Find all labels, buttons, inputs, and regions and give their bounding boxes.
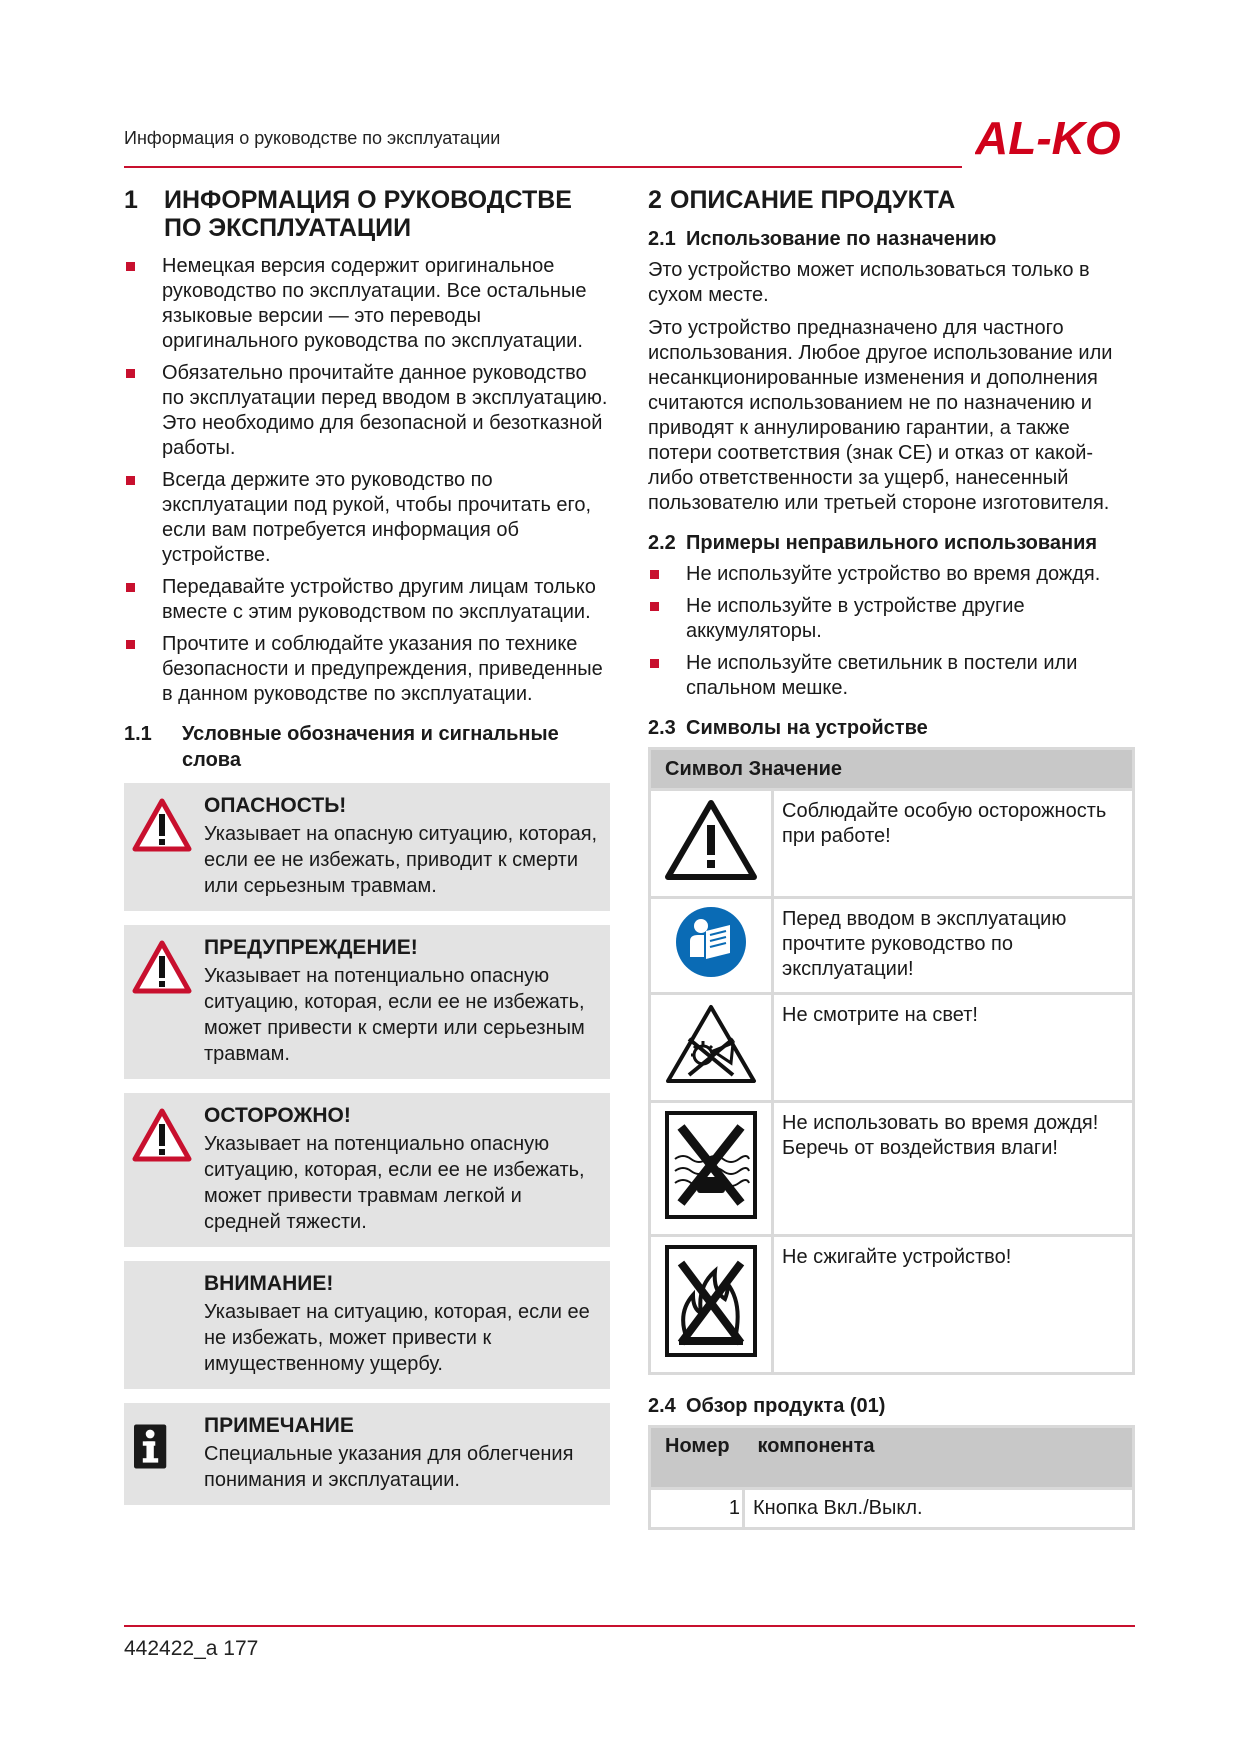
- meaning-text: Перед вводом в эксплуатацию прочтите руководство по эксплуатации!: [773, 898, 1134, 994]
- no-burn-icon: [663, 1243, 759, 1359]
- logo-text: AL-KO: [975, 112, 1121, 162]
- list-item: Передавайте устройство другим лицам только вместе с этим руководством по эксплуатации.: [124, 575, 610, 625]
- section-2-2-bullets: [648, 562, 1135, 701]
- note-box: ПРИМЕЧАНИЕ Специальные указания для облегчения понимания и эксплуатации.: [124, 1403, 610, 1505]
- page-header-title: Информация о руководстве по эксплуатации: [124, 128, 501, 148]
- paragraph: Это устройство может использоваться только в сухом месте.: [648, 259, 1090, 306]
- list-item: Не используйте в устройстве другие аккумуляторы.: [648, 594, 1135, 644]
- meaning-text: Не смотрите на свет!: [773, 994, 1134, 1102]
- meaning-text: Не сжигайте устройство!: [773, 1236, 1134, 1374]
- product-overview-table: [648, 1425, 1135, 1530]
- col-number-header: Номер: [650, 1427, 744, 1489]
- paragraph: Это устройство предназначено для частного использования. Любое другое использование или несанкционированные изменения и дополнения считаются использованием не по назначению и приводят к аннулированию гарантии, а также потери соответствия (знак CE) и отказ от какой-либо ответственности за ущерб, нанесенный пользователю или третьей стороне изготовителя.: [648, 317, 1113, 514]
- danger-box: ОПАСНОСТЬ! Указывает на опасную ситуацию, которая, если ее не избежать, приводит к смерти или серьезным травмам.: [124, 783, 610, 911]
- section-2-3-heading: 2.3 Символы на устройстве: [648, 717, 928, 739]
- table-row: [650, 1236, 1134, 1374]
- table-row: [650, 898, 1134, 994]
- col-symbol-header: Символ: [665, 757, 743, 780]
- table-row: [650, 790, 1134, 898]
- caution-box: ОСТОРОЖНО! Указывает на потенциально опасную ситуацию, которая, если ее не избежать, может привести травмам легкой и средней тяжести.: [124, 1093, 610, 1247]
- col-component-header: компонента: [744, 1427, 1134, 1489]
- list-item: Не используйте устройство во время дождя.: [648, 562, 1135, 587]
- component-name: Кнопка Вкл./Выкл.: [744, 1489, 1134, 1529]
- list-item: Всегда держите это руководство по эксплуатации под рукой, чтобы прочитать его, если вам потребуется информация об устройстве.: [124, 468, 610, 568]
- component-number: 1: [650, 1489, 744, 1529]
- section-2-heading: 2 ОПИСАНИЕ ПРОДУКТА: [648, 186, 956, 214]
- page-footer: 442422_a 177: [124, 1637, 259, 1660]
- left-column: [124, 186, 610, 1519]
- table-header-row: [650, 1427, 1134, 1489]
- list-item: Не используйте светильник в постели или спальном мешке.: [648, 651, 1135, 701]
- col-meaning-header: Значение: [748, 757, 843, 780]
- table-row: [650, 1489, 1134, 1529]
- no-rain-icon: [663, 1109, 759, 1221]
- warning-box: ПРЕДУПРЕЖДЕНИЕ! Указывает на потенциально опасную ситуацию, которая, если ее не избежать, может привести к смерти или серьезным травмам.: [124, 925, 610, 1079]
- meaning-text: Соблюдайте особую осторожность при работе!: [773, 790, 1134, 898]
- warning-triangle-icon: [132, 797, 192, 853]
- meaning-text: Не использовать во время дождя! Беречь от воздействия влаги!: [773, 1102, 1134, 1236]
- section-2-2-heading: 2.2 Примеры неправильного использования: [648, 532, 1098, 554]
- list-item: Обязательно прочитайте данное руководство по эксплуатации перед вводом в эксплуатацию. Это необходимо для безопасной и безотказной работы.: [124, 361, 610, 461]
- right-column: [648, 186, 1135, 1530]
- table-row: [650, 1102, 1134, 1236]
- list-item: Прочтите и соблюдайте указания по технике безопасности и предупреждения, приведенные в данном руководстве по эксплуатации.: [124, 632, 610, 707]
- section-1-bullets: [124, 254, 610, 707]
- alko-logo: [975, 112, 1135, 162]
- section-2-4-heading: 2.4 Обзор продукта (01): [648, 1395, 886, 1417]
- table-row: [650, 994, 1134, 1102]
- table-header-row: [650, 749, 1134, 790]
- info-icon: [134, 1415, 178, 1475]
- header-divider: [124, 166, 962, 168]
- section-1-1-heading: 1.1 Условные обозначения и сигнальные слова: [124, 723, 559, 771]
- section-2-1-heading: 2.1 Использование по назначению: [648, 228, 997, 250]
- section-1-heading: 1 ИНФОРМАЦИЯ О РУКОВОДСТВЕ ПО ЭКСПЛУАТАЦИИ: [124, 186, 572, 242]
- warning-triangle-icon: [663, 797, 759, 883]
- symbols-table: [648, 747, 1135, 1375]
- warning-triangle-icon: [132, 1107, 192, 1163]
- read-manual-icon: [674, 905, 748, 979]
- warning-triangle-icon: [132, 939, 192, 995]
- list-item: Немецкая версия содержит оригинальное руководство по эксплуатации. Все остальные языковые версии — это переводы оригинального руководства по эксплуатации.: [124, 254, 610, 354]
- notice-box: ВНИМАНИЕ! Указывает на ситуацию, которая, если ее не избежать, может привести к имущественному ущербу.: [124, 1261, 610, 1389]
- footer-divider: [124, 1625, 1135, 1627]
- no-look-light-icon: [663, 1001, 759, 1087]
